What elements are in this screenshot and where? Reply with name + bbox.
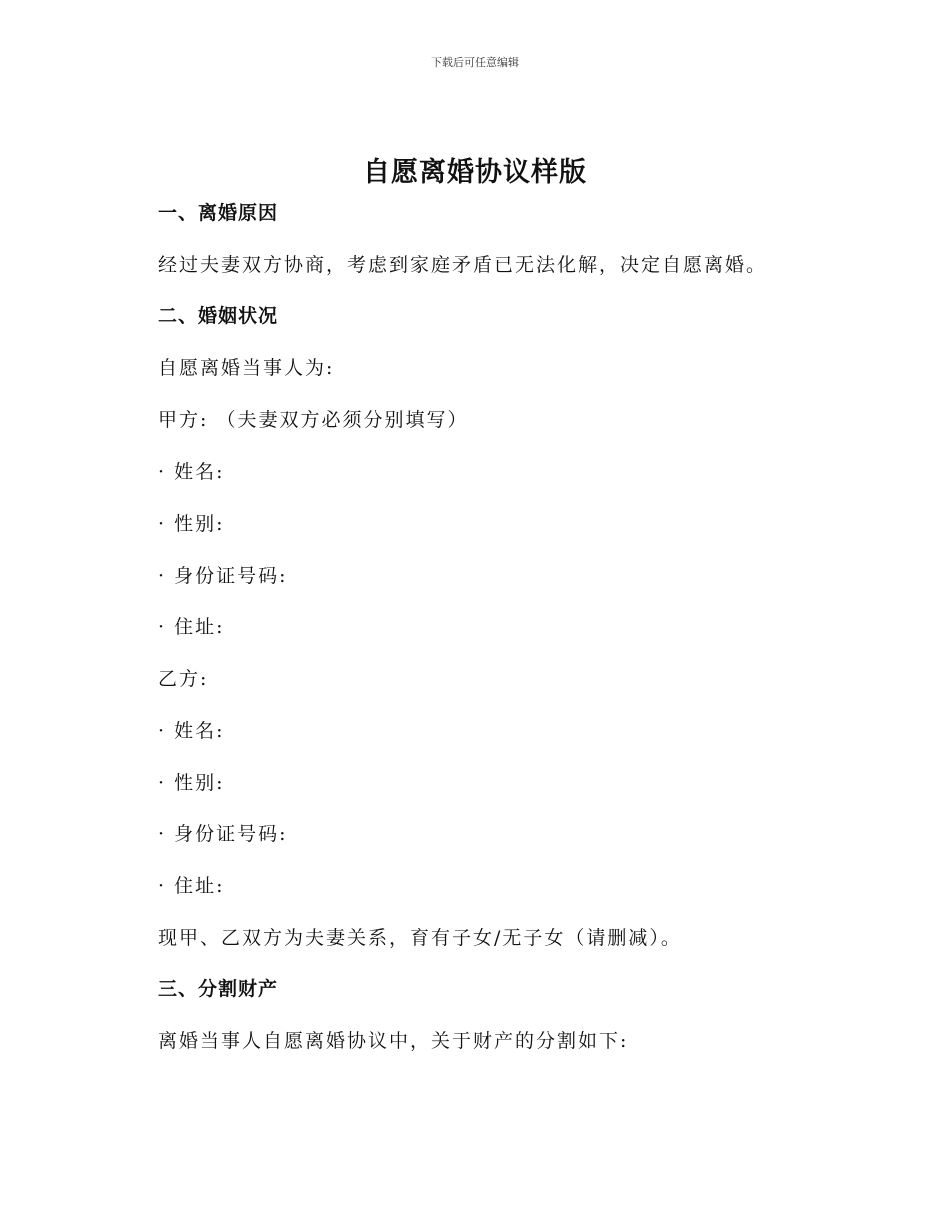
property-intro-paragraph: 离婚当事人自愿离婚协议中，关于财产的分割如下: [158,1030,629,1052]
party-a-gender-field: · 性别: [158,513,225,535]
reason-paragraph: 经过夫妻双方协商，考虑到家庭矛盾已无法化解，决定自愿离婚。 [158,254,768,276]
section-heading-reason: 一、离婚原因 [158,202,279,224]
page-header-note: 下载后可任意编辑 [431,56,519,69]
party-b-gender-field: · 性别: [158,772,225,794]
party-b-address-field: · 住址: [158,875,225,897]
document-title: 自愿离婚协议样版 [363,157,587,188]
party-a-address-field: · 住址: [158,616,225,638]
party-b-name-field: · 姓名: [158,720,225,742]
section-heading-property: 三、分割财产 [158,978,279,1000]
section-heading-marriage-status: 二、婚姻状况 [158,305,279,327]
relationship-paragraph: 现甲、乙双方为夫妻关系，育有子女/无子女（请删减）。 [158,927,682,949]
party-b-id-number-field: · 身份证号码: [158,823,288,845]
party-a-id-number-field: · 身份证号码: [158,565,288,587]
party-a-name-field: · 姓名: [158,461,225,483]
parties-intro: 自愿离婚当事人为: [158,357,335,379]
party-a-label: 甲方: （夫妻双方必须分别填写） [158,409,469,431]
party-b-label: 乙方: [158,668,209,690]
